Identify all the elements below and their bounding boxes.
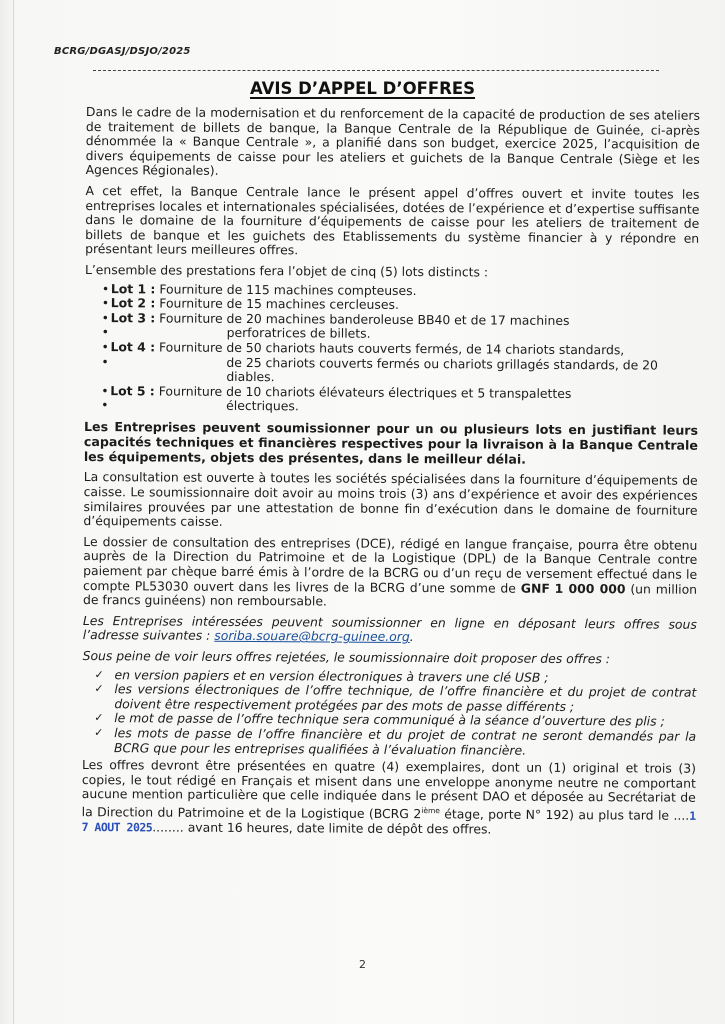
- bullet-icon: •: [101, 353, 109, 369]
- requirement-text: les mots de passe de l’offre financière et du projet de contrat ne seront demandés par la BCRG que pour les entreprises qualifiées à l’évaluation financière.: [114, 725, 697, 758]
- requirement-text: les versions électroniques de l’offre technique, de l’offre financière et du projet de contrat doivent être respectivement protégées par des mots de passe différents ;: [114, 681, 697, 714]
- online-text-part1: Les Entreprises intéressées peuvent soumissionner en ligne en déposant leurs offres sous l’adresse suivantes :: [82, 612, 697, 644]
- dce-currency: GNF: [520, 580, 550, 596]
- lot-label: Lot 1 :: [110, 280, 156, 296]
- lot-text: Fourniture de 10 chariots élévateurs électriques et 5 transpalettes: [158, 383, 572, 401]
- lot-label: Lot 3 :: [110, 309, 156, 326]
- requirement-text: le mot de passe de l’offre technique sera communiqué à la séance d’ouverture des plis ;: [114, 710, 665, 729]
- lot-label: Lot 5 :: [110, 382, 155, 399]
- bullet-icon: •: [101, 324, 109, 340]
- bullet-icon: •: [101, 382, 109, 398]
- document-reference: BCRG/DGASJ/DSJO/2025: [54, 46, 191, 57]
- bullet-icon: •: [101, 280, 110, 296]
- checkmark-icon: ✓: [94, 682, 104, 696]
- final-superscript: ième: [421, 806, 440, 816]
- final-text-part1: Les offres devront être présentées en quatre (4) exemplaires, dont un (1) original et trois (3) copies, le tout rédigé en Français et misent dans une enveloppe anonyme neutre ne comportant aucune mention particulière que celle indiquée dans le présent DAO et déposée au Secrétariat de la Direction du Patrimoine et de la Logistique (BCRG 2: [81, 757, 697, 822]
- paragraph-lots-intro: L’ensemble des prestations fera l’objet de cinq (5) lots distincts :: [84, 261, 489, 280]
- date-dots-before: ....: [673, 807, 690, 823]
- lot-text: Fourniture de 15 machines cercleuses.: [159, 295, 399, 313]
- lot-continuation: [84, 398, 698, 416]
- dce-text-part2: (un million de francs guinéens) non remboursable.: [82, 580, 698, 609]
- header-dashed-separator: [93, 70, 659, 71]
- paragraph-intro: Dans le cadre de la modernisation et du renforcement de la capacité de production de ses ateliers de traitement de billets de banque, la Banque Centrale de la République de Guinée, ci-après dénommée la « Banque Centrale », a planifié dans son budget, exercice 2025, l’acquisition de divers équipements de caisse pour les ateliers et guichets de la Banque Centrale (Siège et les Agences Régionales).: [85, 104, 700, 179]
- paragraph-bold-notice: Les Entreprises peuvent soumissionner pour un ou plusieurs lots en justifiant leurs capacités techniques et financières respectives pour la livraison à la Banque Centrale les équipements, objets des présentes, dans le meilleur délai.: [83, 418, 699, 467]
- bullet-icon: •: [101, 295, 110, 311]
- checkmark-icon: ✓: [94, 667, 104, 681]
- checkmark-icon: ✓: [94, 726, 104, 740]
- scan-edge-line: [13, 0, 14, 1024]
- final-text-part2: étage, porte N° 192) au plus tard le: [439, 806, 674, 823]
- paragraph-consultation: La consultation est ouverte à toutes les sociétés spécialisées dans la fourniture d’équipements de caisse. Le soumissionnaire doit avoir au moins trois (3) ans d’expérience et avoir des expériences similaires prouvées par une attestation de bonne fin d’exécution dans le domaine de fourniture d’équipements caisse.: [83, 469, 698, 530]
- lot-text: Fourniture de 50 chariots hauts couverts fermés, de 14 chariots standards,: [158, 339, 625, 358]
- page-number: 2: [359, 958, 366, 971]
- document-title: AVIS D’APPEL D’OFFRES: [249, 79, 476, 98]
- paragraph-online-submission: [83, 614, 697, 647]
- document-body: [82, 105, 700, 844]
- lot-text: Fourniture de 115 machines compteuses.: [159, 280, 417, 298]
- paragraph-invitation: A cet effet, la Banque Centrale lance le présent appel d’offres ouvert et invite toutes les entreprises locales et internationales spécialisées, dotées de l’expérience et d’expertise suffisante dans le domaine de la fourniture d’équipements de caisse pour les ateliers de traitement de billets de banque et les guichets des Etablissements du système financier à y répondre en présentant leurs meilleures offres.: [85, 182, 700, 258]
- lots-list: [84, 282, 699, 417]
- bullet-icon: •: [101, 309, 110, 325]
- dce-amount: 1 000 000: [554, 580, 626, 596]
- lot-text: Fourniture de 20 machines banderoleuse BB40 et de 17 machines: [159, 310, 570, 328]
- requirements-list: [82, 668, 697, 759]
- deadline-date-stamp: 1 7 AOUT 2025: [81, 808, 696, 835]
- paragraph-rejection-intro: Sous peine de voir leurs offres rejetées, le soumissionnaire doit proposer des offres :: [82, 648, 611, 667]
- lot-label: Lot 2 :: [110, 295, 156, 311]
- lot-continuation-text: perforatrices de billets.: [226, 325, 371, 342]
- lot-continuation-text: de 25 chariots couverts fermés ou chariots grillagés standards, de 20 diables.: [226, 354, 658, 385]
- bullet-icon: •: [101, 339, 109, 355]
- requirement-text: en version papiers et en version électroniques à travers une clé USB ;: [114, 666, 549, 685]
- paragraph-dce: [83, 535, 697, 612]
- online-text-part2: .: [409, 629, 414, 645]
- lot-continuation-text: électriques.: [226, 398, 299, 414]
- bullet-icon: •: [101, 397, 109, 413]
- final-text-part3: avant 16 heures, date limite de dépôt des offres.: [183, 819, 492, 837]
- submission-email-link[interactable]: soriba.souare@bcrg-guinee.org: [214, 628, 410, 645]
- title-wrapper: [0, 79, 725, 98]
- dce-text-part1: Le dossier de consultation des entreprises (DCE), rédigé en langue française, pourra être obtenu auprès de la Direction du Patrimoine et de la Logistique (DPL) de la Banque Centrale contre paiement par chèque barré émis à l’ordre de la BCRG ou d’un reçu de versement effectué dans le compte PL53030 ouvert dans les livres de la BCRG d’une somme de: [83, 533, 698, 596]
- date-dots-after: ........: [152, 819, 184, 835]
- paragraph-final-instructions: [82, 758, 696, 838]
- checkmark-icon: ✓: [94, 711, 104, 725]
- lot-label: Lot 4 :: [110, 339, 156, 355]
- requirement-item: [82, 726, 696, 759]
